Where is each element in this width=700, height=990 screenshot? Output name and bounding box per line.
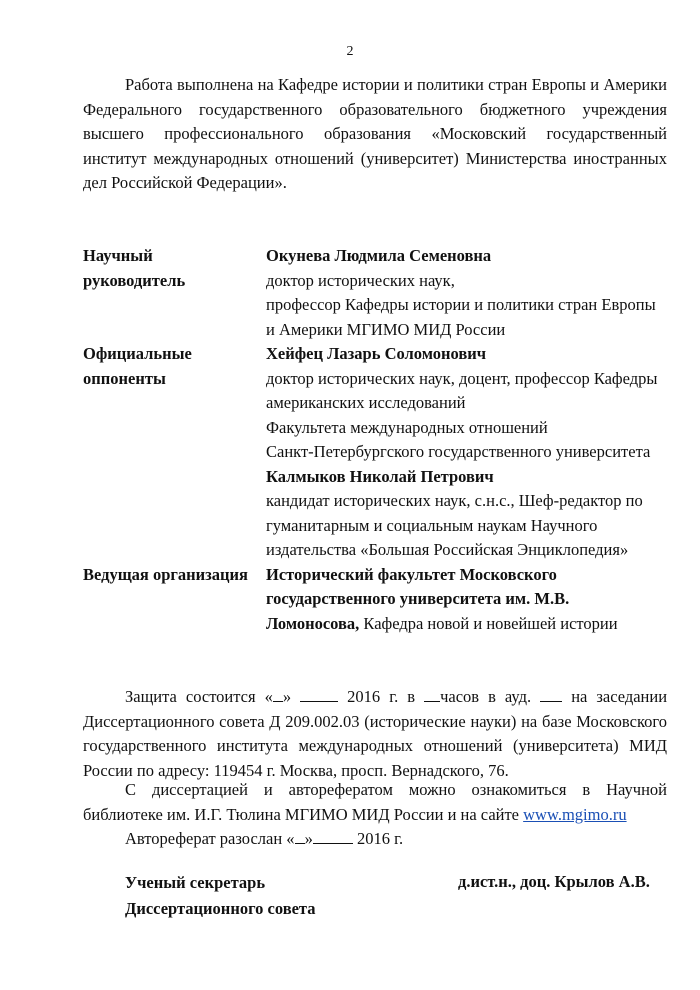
opponent-2-name: Калмыков Николай Петрович: [266, 466, 494, 486]
supervisor-details: Окунева Людмила Семеновна доктор исторических наук, профессор Кафедры истории и политики стран Европы и Америки МГИМО МИД России: [266, 244, 676, 342]
supervisor-name: Окунева Людмила Семеновна: [266, 246, 492, 265]
opponents-details: Хейфец Лазарь Соломонович доктор исторических наук, доцент, профессор Кафедры американских исследований Факультета международных отношений Санкт-Петербургского государственного университета Калмыков Николай Петрович кандидат исторических наук, с.н.с., Шеф-редактор по гуманитарным и социальным наукам Научного издательства «Большая Российская Энциклопедия»: [266, 342, 676, 563]
opponents-label: Официальные оппоненты: [83, 344, 192, 388]
intro-paragraph: [83, 73, 667, 196]
opponents-row: [83, 342, 683, 563]
mgimo-website-link[interactable]: www.mgimo.ru: [523, 804, 627, 824]
supervisor-label: Научный руководитель: [83, 246, 186, 290]
intro-text: Работа выполнена на Кафедре истории и политики стран Европы и Америки Федерального государственного образовательного бюджетного учреждения высшего профессионального образования «Московский государственный институт международных отношений (университет) Министерства иностранных дел Российской Федерации».: [83, 75, 667, 192]
page-number: 2: [346, 44, 354, 59]
library-paragraph: С диссертацией и авторефератом можно ознакомиться в Научной библиотеке им. И.Г. Тюлина МГИМО МИД России и на сайте www.mgimo.ru: [83, 780, 667, 824]
supervisor-row: [83, 244, 683, 342]
defense-paragraph: Защита состоится « » 2016 г. в часов в ауд. на заседании Диссертационного совета Д 209.002.03 (исторические науки) на базе Московского государственного института международных отношений (университета) МИД России по адресу: 119454 г. Москва, просп. Вернадского, 76.: [83, 687, 668, 780]
secretary-name: д.ист.н., доц. Крылов А.В.: [458, 872, 650, 891]
leading-org-details: Исторический факультет Московского государственного университета им. М.В. Ломоносова, Кафедра новой и новейшей истории: [266, 564, 618, 633]
leading-org-row: [83, 563, 683, 637]
opponent-1-name: Хейфец Лазарь Соломонович: [266, 344, 487, 363]
secretary-title: Ученый секретарь Диссертационного совета: [125, 873, 316, 918]
leading-org-label: Ведущая организация: [83, 564, 248, 584]
sent-line: Автореферат разослан « » 2016 г.: [125, 829, 404, 848]
info-table: [83, 244, 683, 636]
